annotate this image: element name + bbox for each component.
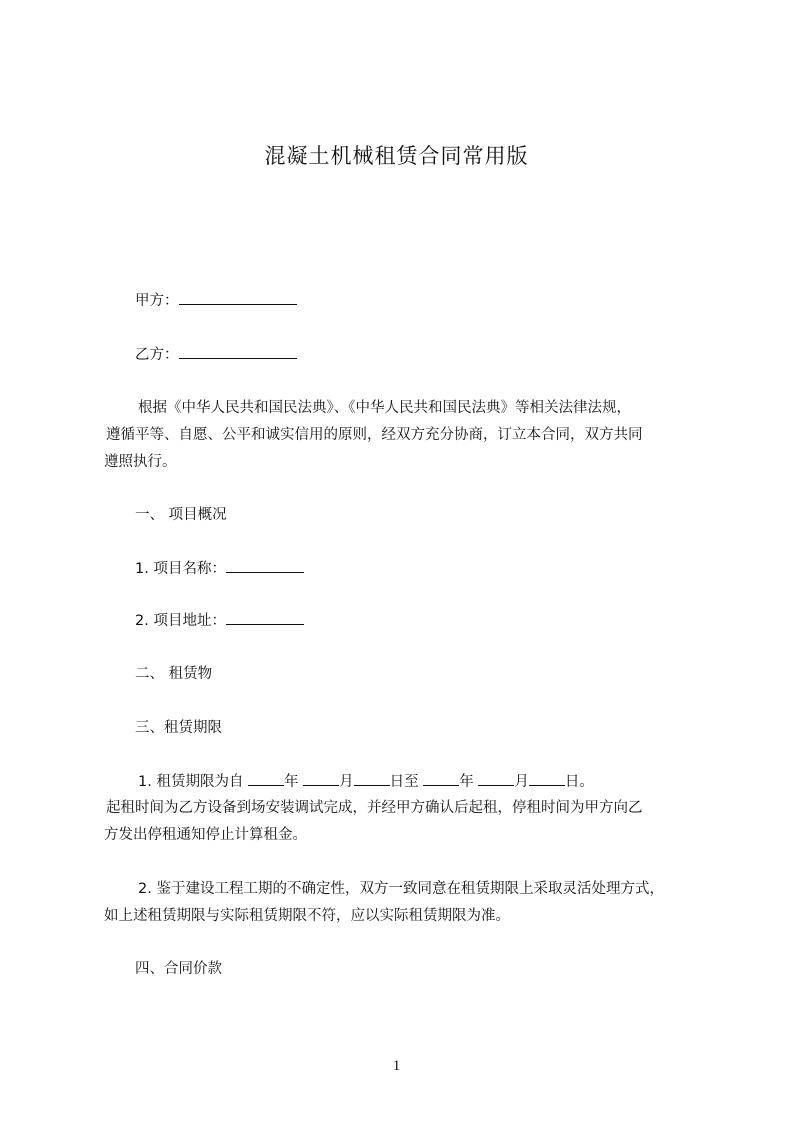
project-name-blank: [226, 558, 304, 573]
lease-term-clause-line-2: 起租时间为乙方设备到场安装调试完成，并经甲方确认后起租，停租时间为甲方向乙: [106, 800, 643, 816]
preamble-line-3: 遵照执行。: [104, 454, 177, 470]
preamble-line-1: 根据《中华人民共和国民法典》、《中华人民共和国民法典》等相关法律法规，: [138, 400, 631, 416]
page-number: 1: [392, 1058, 401, 1074]
project-address-label: 2. 项目地址：: [135, 613, 226, 629]
lease-term-prefix: 1. 租赁期限为自: [138, 774, 249, 790]
lease-term-clause-line-3: 方发出停租通知停止计算租金。: [104, 827, 307, 843]
end-year-blank: [423, 771, 459, 786]
start-day-label: 日至: [389, 774, 424, 790]
section-4-heading: 四、合同价款: [135, 961, 222, 977]
start-month-label: 月: [339, 774, 354, 790]
party-a-label: 甲方：: [135, 293, 179, 309]
flexible-term-clause-line-1: 2. 鉴于建设工程工期的不确定性，双方一致同意在租赁期限上采取灵活处理方式，: [138, 881, 664, 897]
party-b-label: 乙方：: [135, 347, 179, 363]
end-day-label: 日。: [564, 774, 594, 790]
section-3-heading: 三、租赁期限: [135, 720, 222, 736]
end-day-blank: [529, 771, 565, 786]
start-month-blank: [303, 771, 339, 786]
party-b-line: [135, 344, 297, 365]
party-b-blank: [179, 344, 297, 359]
project-address-blank: [226, 610, 304, 625]
preamble-line-2: 遵循平等、自愿、公平和诚实信用的原则，经双方充分协商，订立本合同，双方共同: [106, 427, 643, 443]
end-year-label: 年: [459, 774, 474, 790]
document-title: 混凝土机械租赁合同常用版: [264, 144, 529, 168]
end-month-label: 月: [514, 774, 529, 790]
party-a-line: [135, 290, 297, 311]
party-a-blank: [179, 290, 297, 305]
end-month-blank: [478, 771, 514, 786]
section-1-heading: 一、 项目概况: [135, 507, 227, 523]
section-2-heading: 二、 租赁物: [135, 666, 213, 682]
start-year-label: 年: [284, 774, 299, 790]
start-day-blank: [354, 771, 390, 786]
start-year-blank: [248, 771, 284, 786]
project-name-line: [135, 558, 304, 579]
project-address-line: [135, 610, 304, 631]
flexible-term-clause-line-2: 如上述租赁期限与实际租赁期限不符，应以实际租赁期限为准。: [104, 908, 510, 924]
project-name-label: 1. 项目名称：: [135, 561, 226, 577]
lease-term-clause-line-1: [138, 771, 594, 792]
